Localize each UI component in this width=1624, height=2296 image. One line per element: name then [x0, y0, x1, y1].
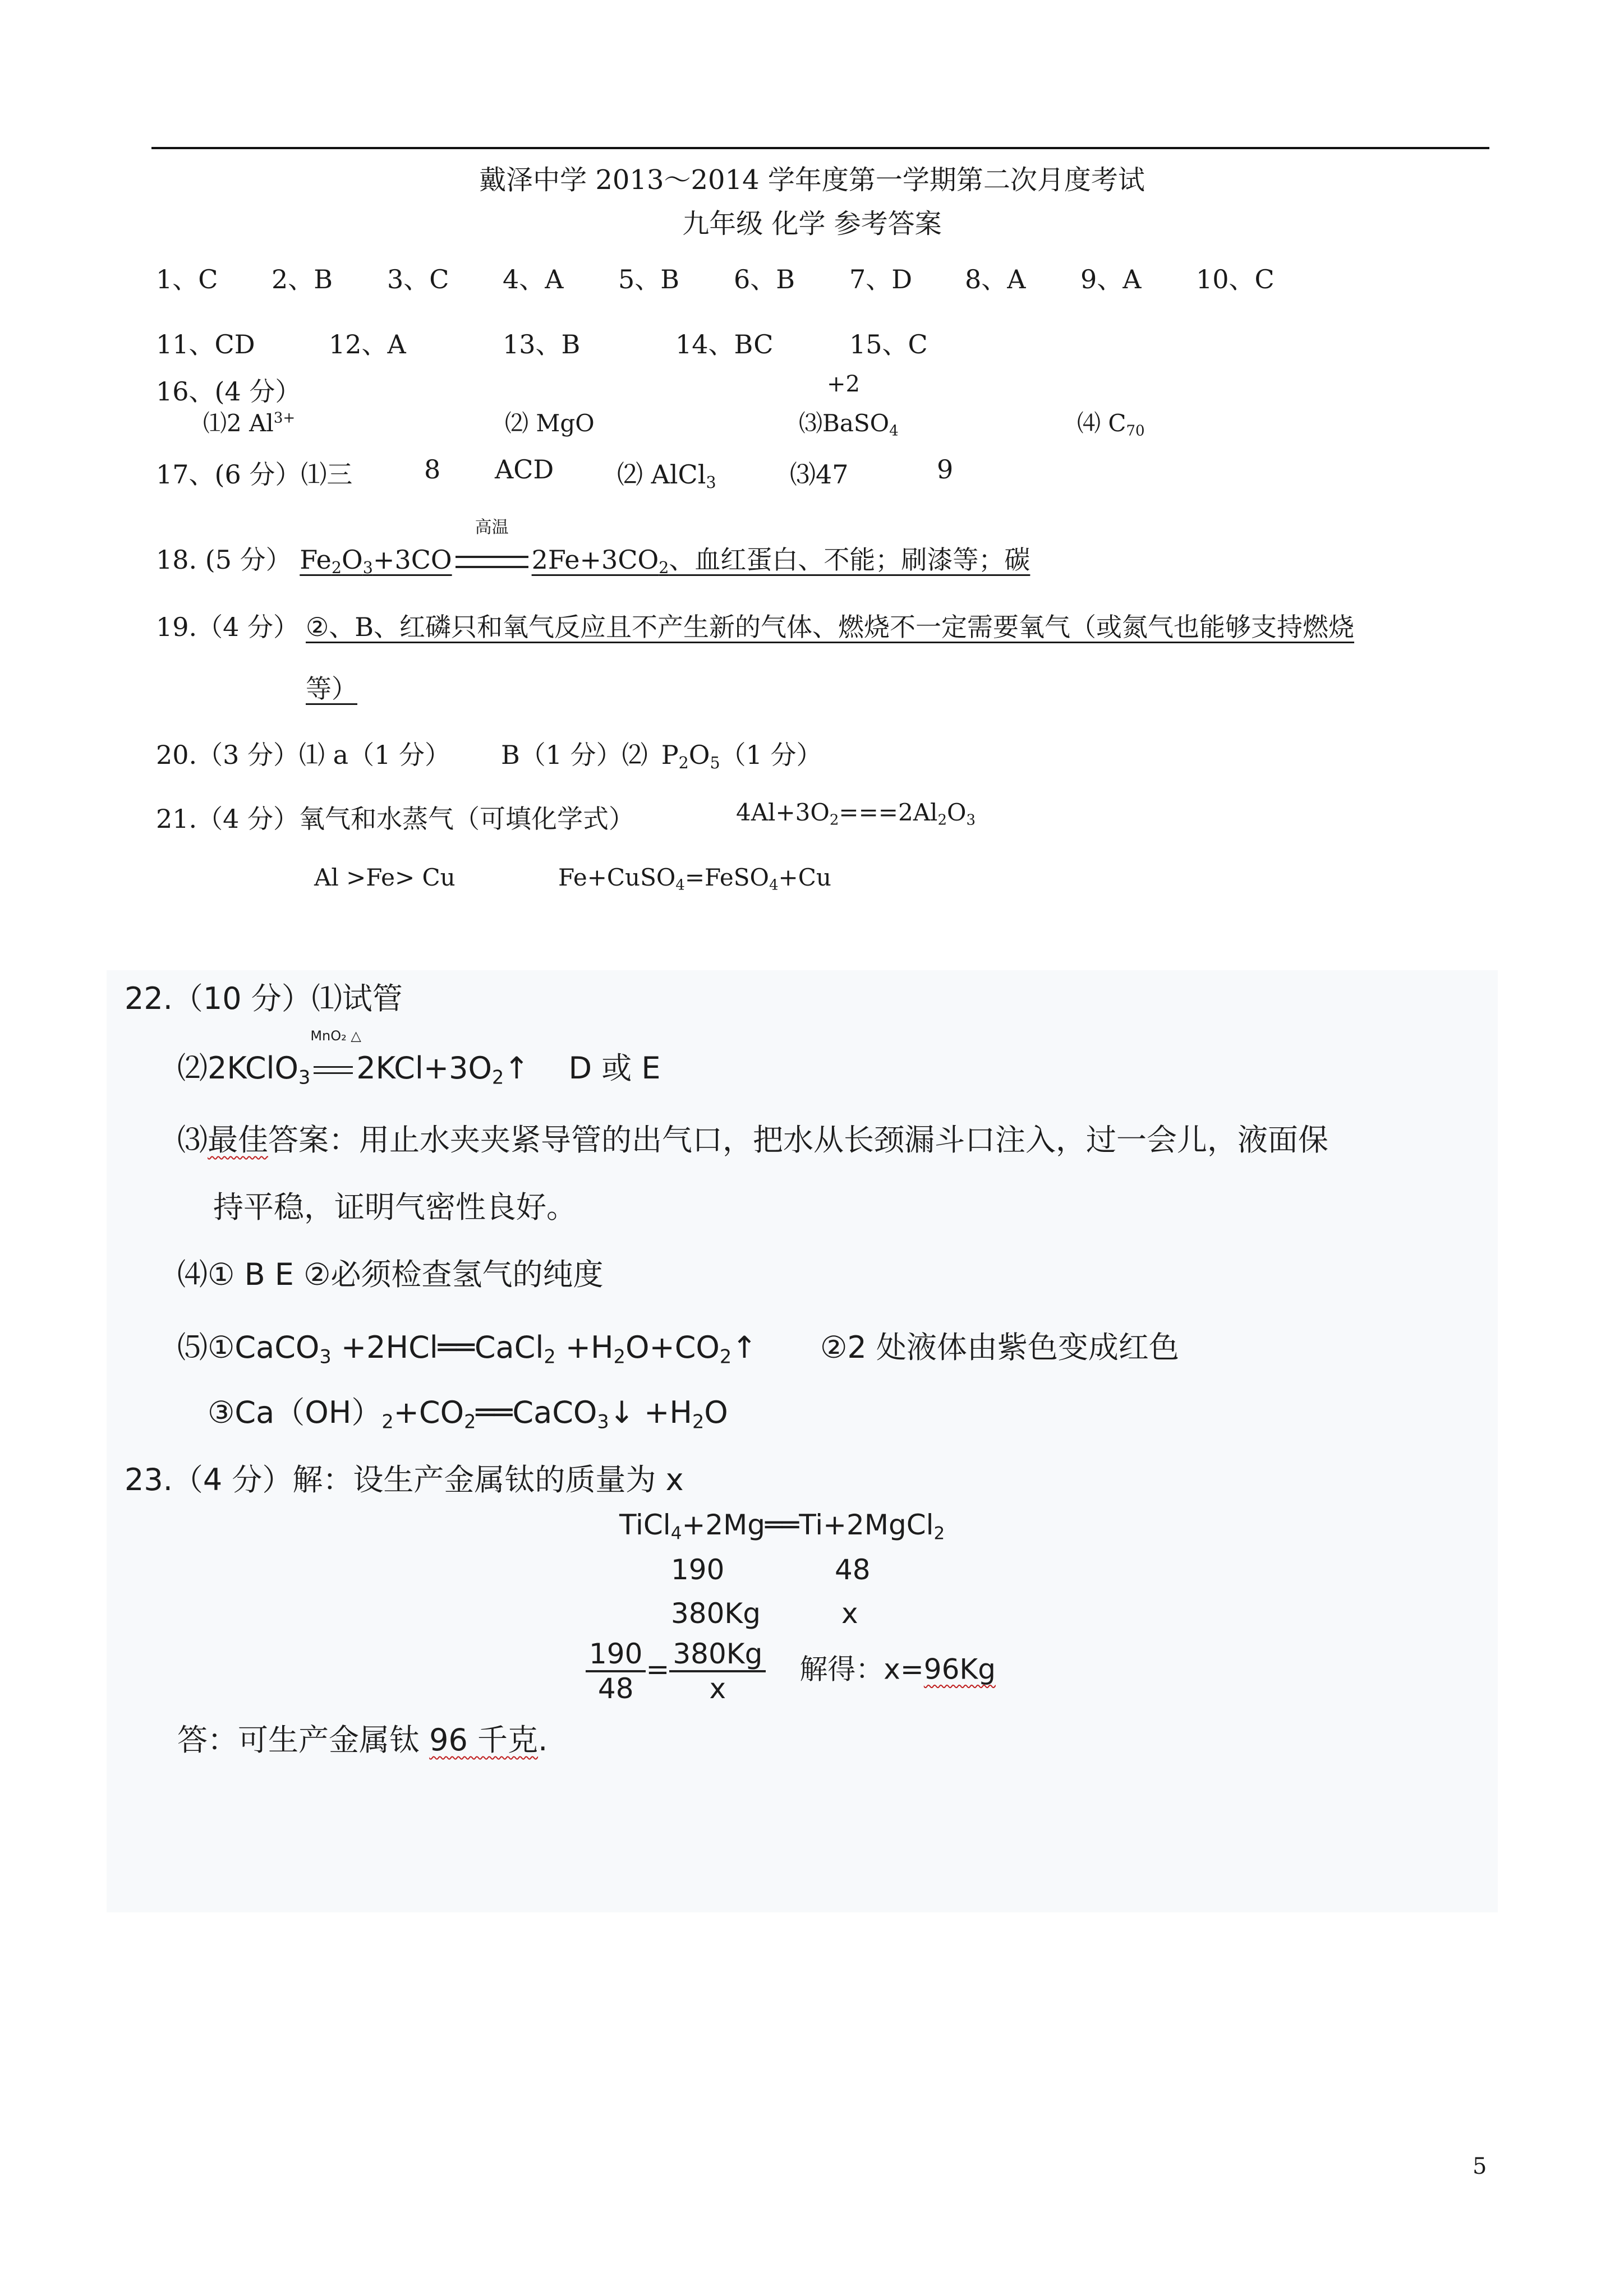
q23-given-mass: 380Kg	[671, 1597, 761, 1630]
mc-answer: 11、CD	[156, 329, 255, 359]
q20-answer-formula: $P_2O_5(1$ 分）	[661, 740, 822, 772]
q20-label: 20.（3 分）⑴ a（1 分）	[156, 740, 450, 770]
q23-mass-ticl4: 190	[671, 1553, 725, 1586]
mc-answer: 1、C	[156, 264, 218, 294]
q20-line	[156, 735, 822, 772]
q22-line-5-b: ②2 处液体由紫色变成红色	[820, 1330, 1179, 1365]
mc-answer: 9、A	[1080, 264, 1142, 294]
page-number: 5	[1473, 2154, 1487, 2179]
header-rule	[151, 147, 1489, 149]
q23-mass-ti: 48	[835, 1553, 871, 1586]
q22-line-5: ⑸①CaCO$_3$ +2HCl══CaCl$_2$ $+H_2O+CO_2↑$	[177, 1330, 757, 1368]
q21-equation-1: $4Al+3O_2===2Al_2O_3$	[736, 799, 976, 829]
q23-proportion: $\frac{190}{48}$ = $\frac{380Kg}{x}$ 解得：x=96Kg	[586, 1638, 996, 1705]
q18-label: 18. (5 分）	[156, 545, 292, 575]
q17-answer: 8	[424, 454, 441, 485]
q19-answer-line-1: ②、B、红磷只和氧气反应且不产生新的气体、燃烧不一定需要氧气（或氮气也能够支持燃烧	[306, 612, 1355, 642]
mc-answer: 7、D	[849, 264, 913, 294]
q22-line-4: ⑷① B E ②必须检查氢气的纯度	[177, 1257, 604, 1292]
q16-label: 16、(4 分）	[156, 376, 301, 407]
q22-label: 22.（10 分）⑴试管	[125, 981, 403, 1016]
page-title: 戴泽中学 2013～2014 学年度第一学期第二次月度考试	[479, 164, 1145, 196]
precipitate-arrow-icon: ↓	[609, 1395, 634, 1430]
q16-valence: +2	[827, 371, 860, 397]
mc-answer: 3、C	[387, 264, 449, 294]
q21-label: 21.（4 分）氧气和水蒸气（可填化学式）	[156, 804, 635, 834]
gas-arrow-icon: ↑	[732, 1330, 757, 1365]
q20-answer-b: B（1 分）⑵	[500, 740, 648, 770]
q22-line-3: ⑶最佳答案：用止水夹夹紧导管的出气口，把水从长颈漏斗口注入，过一会儿，液面保	[177, 1122, 1328, 1158]
mc-answer: 15、C	[849, 329, 928, 359]
q21-equation-2: Fe+CuSO$_4$=FeSO$_4$+Cu	[558, 864, 831, 894]
q16-answer-4: ⑷ $C_{70}$	[1077, 409, 1145, 440]
q22-line-6: $③Ca(OH)_2+CO_2══CaCO_3↓ +H_2O$	[208, 1395, 728, 1433]
mc-answer: 14、BC	[675, 329, 774, 359]
fraction: $\frac{190}{48}$	[586, 1638, 646, 1705]
scanned-answer-panel	[107, 970, 1498, 1912]
q22-line-2: ⑵2KClO$_3$ MnO₂ △ $2KCl+3O_2↑$ D 或 E	[177, 1028, 661, 1089]
q19-label: 19.（4 分）	[156, 612, 300, 642]
q17-answer: ACD	[495, 454, 554, 485]
q17-label: 17、(6 分）⑴三	[156, 459, 353, 490]
q23-unknown: x	[841, 1597, 858, 1630]
q19-answer-line-2: 等）	[306, 674, 357, 704]
q23-equation: TiCl$_4$+2Mg══Ti+2MgCl$_2$	[619, 1509, 945, 1544]
q16-answer-2: ⑵ MgO	[505, 409, 595, 437]
q16-answer-1: ⑴2 $Al^{3+}$	[203, 409, 296, 437]
mc-answer: 5、B	[618, 264, 680, 294]
page-subtitle: 九年级 化学 参考答案	[682, 208, 942, 239]
mc-answer: 6、B	[734, 264, 795, 294]
q21-activity-order: Al >Fe> Cu	[314, 864, 456, 891]
mc-answer: 8、A	[965, 264, 1026, 294]
mc-answer: 12、A	[329, 329, 406, 359]
mc-answer: 4、A	[503, 264, 564, 294]
gas-arrow-icon: ↑	[504, 1050, 530, 1086]
q22-line-3-cont: 持平稳，证明气密性良好。	[213, 1190, 577, 1225]
reaction-condition: 高温	[452, 545, 532, 575]
mc-answer: 10、C	[1196, 264, 1275, 294]
mc-answer: 13、B	[503, 329, 581, 359]
q23-answer: 答：可生产金属钛 96 千克.	[177, 1722, 548, 1758]
mc-answer: 2、B	[272, 264, 333, 294]
q17-answer: ⑵ AlCl$_3$	[617, 459, 716, 492]
q18-answer: $Fe_2O_3+3CO$ 高温 $2Fe+3CO_2$、血红蛋白、不能；刷漆等；碳	[300, 518, 1030, 577]
q18-line	[156, 518, 1030, 577]
fraction: $\frac{380Kg}{x}$	[669, 1638, 766, 1705]
q17-answer: ⑶47	[790, 459, 849, 490]
q17-answer: 9	[937, 454, 954, 485]
reaction-condition: MnO₂ △	[310, 1050, 356, 1086]
q16-answer-3: ⑶BaSO$_4$	[799, 409, 899, 440]
q23-label: 23.（4 分）解：设生产金属钛的质量为 x	[125, 1462, 684, 1497]
